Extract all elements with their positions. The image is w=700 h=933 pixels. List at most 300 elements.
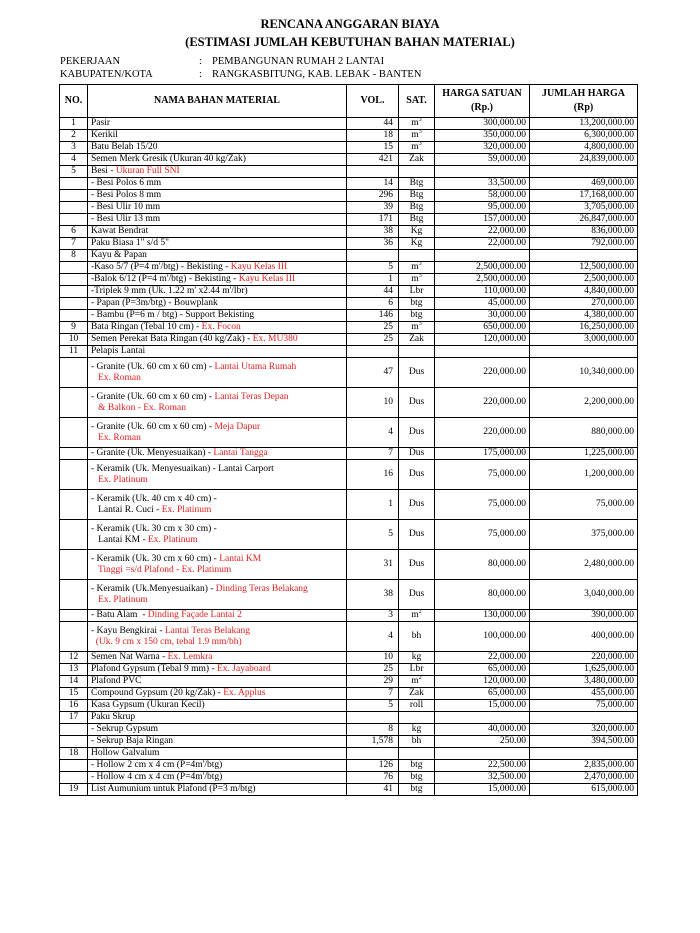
cell-nama-segment: - Keramik (Uk. 30 cm x 60 cm) - bbox=[91, 553, 220, 564]
cell-harga: 15,000.00 bbox=[435, 784, 530, 796]
cell-harga: 120,000.00 bbox=[435, 676, 530, 688]
cell-sat bbox=[399, 358, 435, 388]
cell-nama-segment: Pelapis Lantai bbox=[91, 346, 146, 356]
table-row bbox=[60, 748, 638, 760]
cell-jumlah: 615,000.00 bbox=[530, 784, 638, 796]
cell-harga: 32,500.00 bbox=[435, 772, 530, 784]
cell-nama-line bbox=[91, 554, 343, 565]
cell-sat bbox=[399, 550, 435, 580]
cell-sat-exponent: 3 bbox=[418, 320, 422, 327]
cell-nama bbox=[88, 622, 347, 652]
cell-no: 5 bbox=[60, 166, 88, 178]
cell-nama-line bbox=[91, 535, 343, 546]
cell-nama-line bbox=[91, 373, 343, 384]
cell-sat-unit: m bbox=[411, 274, 419, 284]
table-row bbox=[60, 286, 638, 298]
cell-vol bbox=[347, 748, 399, 760]
cell-jumlah: 6,300,000.00 bbox=[530, 130, 638, 142]
cell-nama-line bbox=[91, 637, 343, 648]
cell-nama-line bbox=[91, 362, 343, 373]
cell-sat bbox=[399, 334, 435, 346]
cell-sat-exponent: 3 bbox=[418, 128, 422, 135]
cell-sat-unit: Btg bbox=[409, 202, 424, 212]
cell-sat bbox=[399, 520, 435, 550]
cell-no: 3 bbox=[60, 142, 88, 154]
cell-sat bbox=[399, 580, 435, 610]
cell-nama-line bbox=[91, 448, 343, 459]
cell-sat-unit: Lbr bbox=[409, 286, 424, 296]
table-row bbox=[60, 760, 638, 772]
cell-sat-unit: m bbox=[411, 610, 419, 620]
cell-sat bbox=[399, 490, 435, 520]
table-row bbox=[60, 178, 638, 190]
cell-nama-line bbox=[91, 214, 343, 225]
cell-sat bbox=[399, 322, 435, 334]
cell-nama bbox=[88, 418, 347, 448]
cell-sat-unit: roll bbox=[409, 700, 424, 710]
cell-vol: 8 bbox=[347, 724, 399, 736]
cell-sat-unit: kg bbox=[411, 724, 422, 734]
cell-vol: 10 bbox=[347, 652, 399, 664]
cell-nama-segment: Lantai Tangga bbox=[213, 448, 268, 458]
cell-sat-unit: bh bbox=[411, 736, 422, 746]
cell-harga: 2,500,000.00 bbox=[435, 262, 530, 274]
cell-nama bbox=[88, 676, 347, 688]
cell-harga: 80,000.00 bbox=[435, 580, 530, 610]
cell-vol: 44 bbox=[347, 118, 399, 130]
cell-nama bbox=[88, 118, 347, 130]
cell-sat bbox=[399, 262, 435, 274]
table-header-row bbox=[60, 85, 638, 118]
table-row bbox=[60, 298, 638, 310]
cell-sat-unit: Kg bbox=[410, 238, 423, 248]
cell-no: 9 bbox=[60, 322, 88, 334]
cell-nama-segment: Ukuran Full SNI bbox=[115, 166, 180, 176]
cell-jumlah: 26,847,000.00 bbox=[530, 214, 638, 226]
cell-sat-exponent: 3 bbox=[418, 272, 422, 279]
cell-nama bbox=[88, 748, 347, 760]
cell-sat-unit: Kg bbox=[410, 226, 423, 236]
cell-harga: 22,000.00 bbox=[435, 652, 530, 664]
cell-nama-segment: Dinding Teras Belakang bbox=[215, 583, 308, 594]
cell-harga: 220,000.00 bbox=[435, 358, 530, 388]
cell-harga: 45,000.00 bbox=[435, 298, 530, 310]
meta-colon: : bbox=[199, 69, 202, 80]
header-harga-line2: (Rp.) bbox=[471, 102, 493, 113]
cell-nama-segment: Kayu Kelas III bbox=[230, 262, 288, 272]
cell-nama bbox=[88, 202, 347, 214]
cell-nama bbox=[88, 448, 347, 460]
cell-vol: 25 bbox=[347, 334, 399, 346]
doc-subtitle: (ESTIMASI JUMLAH KEBUTUHAN BAHAN MATERIAL) bbox=[185, 35, 515, 49]
cell-no: 19 bbox=[60, 784, 88, 796]
cell-nama-line bbox=[91, 724, 343, 735]
cell-sat-unit: btg bbox=[410, 784, 423, 794]
cell-nama bbox=[88, 712, 347, 724]
cell-nama bbox=[88, 358, 347, 388]
cell-jumlah: 4,800,000.00 bbox=[530, 142, 638, 154]
cell-no: 4 bbox=[60, 154, 88, 166]
cell-nama-line bbox=[91, 784, 343, 795]
cell-nama-line bbox=[91, 736, 343, 747]
cell-vol: 7 bbox=[347, 448, 399, 460]
cell-nama-line bbox=[91, 584, 343, 595]
cell-nama-segment: Semen Perekat Bata Ringan (40 kg/Zak) - bbox=[91, 334, 253, 344]
cell-jumlah bbox=[530, 712, 638, 724]
cell-sat bbox=[399, 214, 435, 226]
cell-harga: 650,000.00 bbox=[435, 322, 530, 334]
cell-jumlah: 2,480,000.00 bbox=[530, 550, 638, 580]
cell-sat-unit: Dus bbox=[408, 499, 425, 509]
cell-sat bbox=[399, 154, 435, 166]
cell-sat-unit: Dus bbox=[408, 367, 425, 377]
cell-nama-line bbox=[91, 118, 343, 129]
cell-nama-segment: Ex. Focon bbox=[201, 322, 241, 332]
cell-nama bbox=[88, 736, 347, 748]
cell-nama bbox=[88, 178, 347, 190]
cell-nama bbox=[88, 298, 347, 310]
cell-vol: 36 bbox=[347, 238, 399, 250]
cell-harga: 59,000.00 bbox=[435, 154, 530, 166]
cell-nama-segment: - Besi Ulir 10 mm bbox=[91, 202, 161, 212]
cell-nama-segment: Kerikil bbox=[91, 130, 118, 140]
cell-nama-line bbox=[91, 142, 343, 153]
cell-no bbox=[60, 550, 88, 580]
cell-no: 10 bbox=[60, 334, 88, 346]
cell-nama-line bbox=[91, 298, 343, 309]
cell-nama bbox=[88, 262, 347, 274]
cell-harga: 15,000.00 bbox=[435, 700, 530, 712]
cell-vol: 4 bbox=[347, 622, 399, 652]
cell-sat-unit: Btg bbox=[409, 190, 424, 200]
cell-vol: 5 bbox=[347, 520, 399, 550]
cell-jumlah: 320,000.00 bbox=[530, 724, 638, 736]
cell-nama-segment: - Besi Polos 6 mm bbox=[91, 178, 162, 188]
cell-sat-unit: m bbox=[411, 118, 419, 128]
cell-nama-line bbox=[91, 154, 343, 165]
cell-nama-segment: - Papan (P=3m/btg) - Bouwplank bbox=[91, 298, 218, 308]
cell-nama-segment: Batu Belah 15/20 bbox=[91, 142, 158, 152]
cell-nama-line bbox=[91, 475, 343, 486]
cell-nama-line bbox=[91, 422, 343, 433]
cell-nama-line bbox=[91, 700, 343, 711]
cell-nama-line bbox=[91, 772, 343, 783]
cell-sat-unit: Lbr bbox=[409, 664, 424, 674]
cell-vol: 1 bbox=[347, 490, 399, 520]
cell-no: 16 bbox=[60, 700, 88, 712]
cell-no bbox=[60, 490, 88, 520]
cell-sat bbox=[399, 460, 435, 490]
cell-sat bbox=[399, 418, 435, 448]
cell-vol: 126 bbox=[347, 760, 399, 772]
cell-nama-segment: -Kaso 5/7 (P=4 m'/btg) - Bekisting - bbox=[91, 262, 231, 272]
cell-sat-unit: Zak bbox=[409, 688, 424, 698]
cell-harga bbox=[435, 346, 530, 358]
cell-nama-segment: Tinggi =s/d Plafond - Ex. Platinum bbox=[91, 564, 232, 575]
cell-nama-segment: - Keramik (Uk.Menyesuaikan) - bbox=[91, 583, 216, 594]
cell-sat-unit: btg bbox=[410, 772, 423, 782]
cell-harga: 300,000.00 bbox=[435, 118, 530, 130]
cell-nama-segment: - Keramik (Uk. Menyesuaikan) - Lantai Carport bbox=[91, 463, 274, 474]
cell-sat-unit: Dus bbox=[408, 448, 425, 458]
cell-nama-segment: - Sekrup Gypsum bbox=[91, 724, 159, 734]
cell-sat bbox=[399, 760, 435, 772]
table-row bbox=[60, 712, 638, 724]
cell-jumlah: 24,839,000.00 bbox=[530, 154, 638, 166]
cell-sat bbox=[399, 772, 435, 784]
cell-sat bbox=[399, 130, 435, 142]
cell-sat bbox=[399, 286, 435, 298]
cell-nama-line bbox=[91, 286, 343, 297]
cell-no bbox=[60, 214, 88, 226]
cell-nama-segment: Ex. Roman bbox=[91, 372, 141, 383]
cell-vol bbox=[347, 166, 399, 178]
table-row bbox=[60, 622, 638, 652]
cell-jumlah bbox=[530, 166, 638, 178]
cell-jumlah: 4,380,000.00 bbox=[530, 310, 638, 322]
cell-harga: 80,000.00 bbox=[435, 550, 530, 580]
cell-jumlah: 2,500,000.00 bbox=[530, 274, 638, 286]
cell-nama-segment: Pasir bbox=[91, 118, 110, 128]
cell-vol: 38 bbox=[347, 580, 399, 610]
cell-sat bbox=[399, 250, 435, 262]
cell-nama-segment: Hollow Galvalum bbox=[91, 748, 160, 758]
table-row bbox=[60, 166, 638, 178]
cell-sat-exponent: 2 bbox=[418, 608, 422, 615]
cell-jumlah: 390,000.00 bbox=[530, 610, 638, 622]
cell-nama-segment: Lantai R. Cuci - bbox=[91, 504, 162, 515]
cell-nama-segment: - Batu Alam - bbox=[91, 610, 148, 620]
table-row bbox=[60, 490, 638, 520]
cell-harga: 75,000.00 bbox=[435, 490, 530, 520]
cell-sat-exponent: 2 bbox=[418, 674, 422, 681]
cell-sat-unit: Dus bbox=[408, 397, 425, 407]
table-row bbox=[60, 310, 638, 322]
cell-harga bbox=[435, 748, 530, 760]
cell-nama-line bbox=[91, 565, 343, 576]
cell-sat-unit: m bbox=[411, 262, 419, 272]
cell-nama-segment: Plafond PVC bbox=[91, 676, 142, 686]
cell-jumlah: 1,225,000.00 bbox=[530, 448, 638, 460]
cell-no bbox=[60, 202, 88, 214]
cell-nama bbox=[88, 784, 347, 796]
cell-nama-line bbox=[91, 226, 343, 237]
cell-harga: 40,000.00 bbox=[435, 724, 530, 736]
cell-jumlah: 2,835,000.00 bbox=[530, 760, 638, 772]
cell-nama bbox=[88, 772, 347, 784]
cell-harga: 30,000.00 bbox=[435, 310, 530, 322]
cell-nama-segment: - Hollow 2 cm x 4 cm (P=4m'/btg) bbox=[91, 760, 223, 770]
cell-jumlah: 792,000.00 bbox=[530, 238, 638, 250]
cell-vol: 171 bbox=[347, 214, 399, 226]
cell-harga: 220,000.00 bbox=[435, 418, 530, 448]
cell-vol: 421 bbox=[347, 154, 399, 166]
cell-vol: 18 bbox=[347, 130, 399, 142]
cell-nama bbox=[88, 154, 347, 166]
table-row bbox=[60, 262, 638, 274]
table-row bbox=[60, 652, 638, 664]
cell-nama-line bbox=[91, 664, 343, 675]
cell-nama-segment: Lantai KM - bbox=[91, 534, 148, 545]
cell-sat-unit: Dus bbox=[408, 469, 425, 479]
cell-nama-segment: - Keramik (Uk. 30 cm x 30 cm) - bbox=[91, 523, 217, 534]
cell-sat-unit: btg bbox=[410, 298, 423, 308]
cell-nama bbox=[88, 760, 347, 772]
table-row bbox=[60, 580, 638, 610]
table-row bbox=[60, 772, 638, 784]
cell-nama-segment: Kasa Gypsum (Ukuran Kecil) bbox=[91, 700, 205, 710]
cell-nama bbox=[88, 550, 347, 580]
cell-jumlah: 3,040,000.00 bbox=[530, 580, 638, 610]
cell-no bbox=[60, 178, 88, 190]
cell-no: 14 bbox=[60, 676, 88, 688]
cell-jumlah: 455,000.00 bbox=[530, 688, 638, 700]
cell-jumlah: 16,250,000.00 bbox=[530, 322, 638, 334]
cell-no bbox=[60, 286, 88, 298]
cell-vol: 6 bbox=[347, 298, 399, 310]
table-row bbox=[60, 388, 638, 418]
cell-nama-segment: Ex. Platinum bbox=[148, 534, 198, 545]
cell-nama-segment: Ex. Applus bbox=[223, 688, 266, 698]
cell-no: 7 bbox=[60, 238, 88, 250]
cell-vol: 146 bbox=[347, 310, 399, 322]
cell-nama-line bbox=[91, 202, 343, 213]
cell-nama-line bbox=[91, 238, 343, 249]
cell-harga: 157,000.00 bbox=[435, 214, 530, 226]
cell-nama bbox=[88, 346, 347, 358]
cell-harga bbox=[435, 250, 530, 262]
cell-harga: 320,000.00 bbox=[435, 142, 530, 154]
cell-nama bbox=[88, 388, 347, 418]
cell-nama-line bbox=[91, 464, 343, 475]
cell-vol: 296 bbox=[347, 190, 399, 202]
cell-nama-segment: - Hollow 4 cm x 4 cm (P=4m'/btg) bbox=[91, 772, 223, 782]
meta-label: PEKERJAAN bbox=[60, 56, 121, 67]
cell-jumlah bbox=[530, 346, 638, 358]
table-row bbox=[60, 724, 638, 736]
table-row bbox=[60, 418, 638, 448]
cell-nama-segment: - Besi Polos 8 mm bbox=[91, 190, 162, 200]
meta-label: KABUPATEN/KOTA bbox=[60, 69, 153, 80]
table-body bbox=[60, 118, 638, 796]
table-row bbox=[60, 190, 638, 202]
cell-nama-segment: - Granite (Uk. Menyesuaikan) - bbox=[91, 448, 214, 458]
cell-vol: 44 bbox=[347, 286, 399, 298]
cell-sat-exponent: 3 bbox=[418, 116, 422, 123]
cell-nama-segment: Kayu & Papan bbox=[91, 250, 147, 260]
cell-nama-line bbox=[91, 178, 343, 189]
cell-jumlah: 3,705,000.00 bbox=[530, 202, 638, 214]
cell-sat-unit: Zak bbox=[409, 334, 424, 344]
cell-nama-line bbox=[91, 322, 343, 333]
doc-title: RENCANA ANGGARAN BIAYA bbox=[260, 17, 440, 31]
cell-jumlah: 375,000.00 bbox=[530, 520, 638, 550]
cell-nama-line bbox=[91, 346, 343, 357]
cell-sat bbox=[399, 190, 435, 202]
cell-nama-segment: Ex. Platinum bbox=[161, 504, 212, 515]
cell-harga: 22,000.00 bbox=[435, 226, 530, 238]
cell-nama-line bbox=[91, 748, 343, 759]
cell-jumlah: 10,340,000.00 bbox=[530, 358, 638, 388]
cell-vol: 1,578 bbox=[347, 736, 399, 748]
table-row bbox=[60, 238, 638, 250]
cell-jumlah: 2,470,000.00 bbox=[530, 772, 638, 784]
cell-nama-segment: Kayu Kelas III bbox=[238, 274, 296, 284]
cell-nama bbox=[88, 610, 347, 622]
header-jumlah-line2: (Rp) bbox=[573, 102, 594, 113]
cell-sat bbox=[399, 652, 435, 664]
cell-nama-segment: (Uk. 9 cm x 150 cm, tebal 1.9 mm/bh) bbox=[91, 636, 242, 647]
cell-harga: 350,000.00 bbox=[435, 130, 530, 142]
cell-sat bbox=[399, 700, 435, 712]
cell-nama bbox=[88, 130, 347, 142]
cell-sat bbox=[399, 310, 435, 322]
cell-nama-line bbox=[91, 712, 343, 723]
cell-jumlah: 400,000.00 bbox=[530, 622, 638, 652]
cell-harga: 65,000.00 bbox=[435, 664, 530, 676]
table-row bbox=[60, 700, 638, 712]
cell-vol: 4 bbox=[347, 418, 399, 448]
cell-nama bbox=[88, 166, 347, 178]
cell-no bbox=[60, 448, 88, 460]
cell-harga: 33,500.00 bbox=[435, 178, 530, 190]
cell-vol bbox=[347, 346, 399, 358]
cell-harga bbox=[435, 166, 530, 178]
cell-vol: 41 bbox=[347, 784, 399, 796]
cell-jumlah: 394,500.00 bbox=[530, 736, 638, 748]
cell-nama-segment: Lantai Teras Depan bbox=[214, 391, 289, 402]
cell-nama bbox=[88, 286, 347, 298]
cell-nama-line bbox=[91, 166, 343, 177]
cell-vol: 39 bbox=[347, 202, 399, 214]
cell-nama-line bbox=[91, 524, 343, 535]
meta-colon: : bbox=[199, 56, 202, 67]
cell-nama-segment: - Bambu (P=6 m / btg) - Support Bekisting bbox=[91, 310, 255, 320]
cell-sat bbox=[399, 142, 435, 154]
cell-no bbox=[60, 736, 88, 748]
cell-jumlah: 1,200,000.00 bbox=[530, 460, 638, 490]
cell-nama-segment: -Triplek 9 mm (Uk. 1.22 m' x2.44 m'/lbr) bbox=[91, 286, 248, 296]
cell-nama-line bbox=[91, 274, 343, 285]
cell-nama bbox=[88, 214, 347, 226]
cell-nama-segment: Semen Nat Warna - bbox=[91, 652, 168, 662]
cell-nama-segment: Compound Gypsum (20 kg/Zak) - bbox=[91, 688, 224, 698]
cell-no: 17 bbox=[60, 712, 88, 724]
cell-nama-line bbox=[91, 610, 343, 621]
cell-nama bbox=[88, 238, 347, 250]
cell-nama bbox=[88, 520, 347, 550]
cell-nama-segment: Lantai Teras Belakang bbox=[164, 625, 251, 636]
cell-harga: 100,000.00 bbox=[435, 622, 530, 652]
cell-sat-unit: Btg bbox=[409, 214, 424, 224]
table-row bbox=[60, 664, 638, 676]
table-row bbox=[60, 610, 638, 622]
cell-sat-unit: btg bbox=[410, 760, 423, 770]
cell-sat-unit: Dus bbox=[408, 589, 425, 599]
cell-jumlah: 469,000.00 bbox=[530, 178, 638, 190]
material-table bbox=[59, 84, 638, 796]
table-row bbox=[60, 130, 638, 142]
cell-sat-unit: Btg bbox=[409, 178, 424, 188]
cell-no bbox=[60, 274, 88, 286]
cell-harga: 110,000.00 bbox=[435, 286, 530, 298]
cell-no: 1 bbox=[60, 118, 88, 130]
cell-nama bbox=[88, 190, 347, 202]
table-row bbox=[60, 460, 638, 490]
header-nama: NAMA BAHAN MATERIAL bbox=[88, 85, 347, 118]
cell-no bbox=[60, 310, 88, 322]
cell-nama-segment: Lantai KM bbox=[219, 553, 262, 564]
